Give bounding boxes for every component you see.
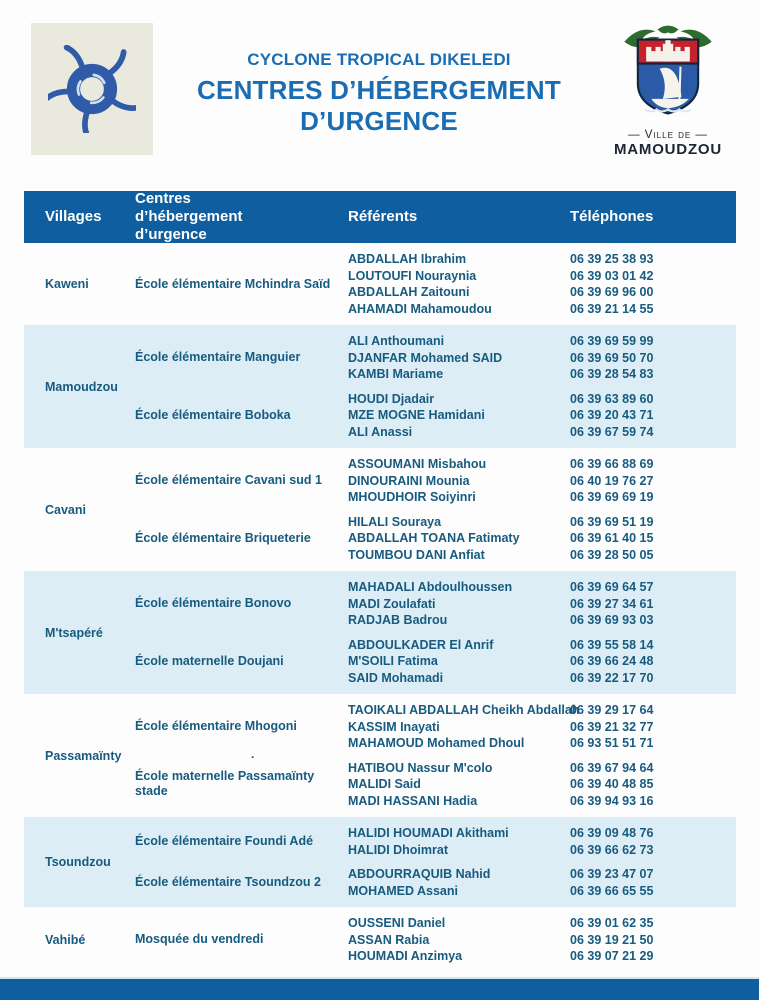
shelter-name: École élémentaire Mchindra Saïd — [135, 276, 331, 291]
shelter-groups — [135, 448, 736, 571]
column-header: Référents — [348, 208, 418, 225]
shelter-name: École élémentaire Tsoundzou 2 — [135, 875, 321, 889]
referent-name: KASSIM Inayati — [348, 719, 440, 734]
referent-name: MHOUDHOIR Soiyinri — [348, 490, 476, 504]
referent-name: ABDOURRAQUIB Nahid — [348, 867, 491, 881]
referent-name: ASSOUMANI Misbahou — [348, 457, 487, 471]
shelter-name: École élémentaire Bonovo — [135, 596, 292, 611]
referent-name: MADI Zoulafati — [348, 596, 436, 611]
phones-cell — [570, 251, 736, 317]
page-header — [0, 0, 759, 160]
referent-name: DINOURAINI Mounia — [348, 473, 470, 488]
phone-number: 06 39 66 65 55 — [570, 883, 654, 898]
column-header: Villages — [45, 208, 102, 225]
referents-cell — [348, 456, 570, 506]
shelter-name: École élémentaire Briqueterie — [135, 530, 311, 545]
shelter-groups — [135, 907, 736, 973]
village-section — [24, 694, 736, 817]
village-section — [24, 325, 736, 448]
phone-number: 06 39 22 17 70 — [570, 670, 654, 685]
shelter-name: École élémentaire Mhogoni — [135, 719, 297, 734]
referent-name: MALIDI Said — [348, 777, 421, 791]
phones-cell — [570, 391, 736, 441]
referents-cell — [348, 637, 570, 687]
referent-name: ASSAN Rabia — [348, 932, 430, 947]
phone-number: 06 39 67 59 74 — [570, 424, 654, 439]
phone-number: 06 39 09 48 76 — [570, 826, 654, 840]
table-header-row — [24, 191, 736, 243]
shelter-groups — [135, 817, 736, 907]
main-title-line1: CENTRES D’HÉBERGEMENT — [197, 75, 561, 105]
phone-number: 06 39 25 38 93 — [570, 252, 654, 266]
referent-name: HILALI Souraya — [348, 514, 442, 529]
referents-cell — [348, 391, 570, 441]
referent-name: HOUDI Djadair — [348, 391, 435, 406]
shelter-row — [135, 247, 736, 321]
column-header: Centres d’hébergement d’urgence — [135, 190, 243, 243]
column-header: Téléphones — [570, 208, 654, 225]
referent-name: ABDALLAH Zaitouni — [348, 285, 470, 299]
referents-cell — [348, 866, 570, 899]
village-name: Tsoundzou — [45, 855, 111, 869]
referent-name: HATIBOU Nassur M'colo — [348, 760, 493, 775]
phone-number: 06 39 28 54 83 — [570, 367, 654, 381]
referents-cell — [348, 251, 570, 317]
referent-name: LOUTOUFI Nouraynia — [348, 268, 477, 283]
referent-name: ABDOULKADER El Anrif — [348, 637, 494, 652]
referent-name: HOUMADI Anzimya — [348, 949, 463, 963]
shelter-name: École élémentaire Cavani sud 1 — [135, 473, 322, 488]
village-section — [24, 571, 736, 694]
phone-number: 06 39 21 14 55 — [570, 301, 654, 316]
phones-cell — [570, 825, 736, 858]
cyclone-logo — [31, 23, 153, 155]
phone-number: 06 39 28 50 05 — [570, 547, 654, 562]
shelter-groups — [135, 694, 736, 817]
phone-number: 06 39 03 01 42 — [570, 268, 654, 283]
phone-number: 06 39 21 32 77 — [570, 719, 654, 734]
referent-name: HALIDI HOUMADI Akithami — [348, 826, 509, 840]
phone-number: 06 39 63 89 60 — [570, 391, 654, 406]
phone-number: 06 39 20 43 71 — [570, 408, 654, 422]
phones-cell — [570, 866, 736, 899]
shelter-row — [135, 821, 736, 862]
title-block — [153, 23, 605, 136]
cyclone-name-title: CYCLONE TROPICAL DIKELEDI — [247, 50, 511, 69]
referents-cell — [348, 915, 570, 965]
phone-number: 06 39 23 47 07 — [570, 867, 654, 881]
shelter-groups — [135, 243, 736, 325]
referent-name: MAHAMOUD Mohamed Dhoul — [348, 736, 525, 750]
shelter-row — [135, 510, 736, 568]
referent-name: OUSSENI Daniel — [348, 916, 446, 930]
shelter-row — [135, 911, 736, 969]
shelter-name: Mosquée du vendredi — [135, 932, 264, 947]
cyclone-icon — [48, 45, 136, 133]
phone-number: 06 40 19 76 27 — [570, 473, 654, 488]
phone-number: 06 39 66 88 69 — [570, 457, 654, 471]
referent-name: TOUMBOU DANI Anfiat — [348, 547, 485, 562]
referent-name: M'SOILI Fatima — [348, 654, 438, 668]
referent-name: SAID Mohamadi — [348, 670, 444, 685]
village-name: M'tsapéré — [45, 625, 103, 640]
village-name: Mamoudzou — [45, 379, 118, 394]
mamoudzou-coat-of-arms-icon — [616, 23, 720, 127]
village-name: Passamaïnty — [45, 748, 122, 763]
shelter-row — [135, 633, 736, 691]
phone-number: 06 39 67 94 64 — [570, 760, 654, 775]
phone-number: 06 39 07 21 29 — [570, 949, 654, 963]
referent-name: ABDALLAH Ibrahim — [348, 252, 467, 266]
referent-name: TAOIKALI ABDALLAH Cheikh Abdallah — [348, 703, 580, 717]
shelter-row — [135, 575, 736, 633]
shelter-name: École maternelle Passamaïnty stade — [135, 769, 315, 799]
phones-cell — [570, 514, 736, 564]
village-name: Kaweni — [45, 277, 89, 291]
referents-cell — [348, 579, 570, 629]
shelter-row — [135, 756, 736, 814]
phone-number: 06 39 66 24 48 — [570, 654, 654, 668]
referents-cell — [348, 760, 570, 810]
referent-name: ABDALLAH TOANA Fatimaty — [348, 531, 520, 545]
phone-number: 06 39 55 58 14 — [570, 637, 654, 652]
referents-cell — [348, 825, 570, 858]
phone-number: 06 93 51 51 71 — [570, 736, 654, 750]
referents-cell — [348, 514, 570, 564]
phones-cell — [570, 637, 736, 687]
referent-name: MZE MOGNE Hamidani — [348, 408, 485, 422]
referent-name: MOHAMED Assani — [348, 883, 458, 898]
phones-cell — [570, 333, 736, 383]
phone-number: 06 39 66 62 73 — [570, 842, 654, 857]
table-body — [24, 243, 736, 973]
phone-number: 06 39 61 40 15 — [570, 531, 654, 545]
phones-cell — [570, 915, 736, 965]
referent-name: AHAMADI Mahamoudou — [348, 301, 492, 316]
shelter-groups — [135, 571, 736, 694]
phone-number: 06 39 40 48 85 — [570, 777, 654, 791]
referent-name: MADI HASSANI Hadia — [348, 793, 478, 808]
phone-number: 06 39 69 51 19 — [570, 514, 654, 529]
shelter-groups — [135, 325, 736, 448]
village-name: Cavani — [45, 502, 86, 517]
main-title-line2: D’URGENCE — [300, 105, 458, 136]
shelter-row — [135, 387, 736, 445]
referents-cell — [348, 702, 580, 752]
phones-cell — [570, 702, 736, 752]
village-section — [24, 448, 736, 571]
shelter-row — [135, 329, 736, 387]
shelter-row — [135, 862, 736, 903]
stray-mark: . — [251, 746, 255, 761]
phone-number: 06 39 01 62 35 — [570, 916, 654, 930]
shelter-name: École élémentaire Boboka — [135, 407, 291, 422]
crest-caption: — Ville de — — [628, 129, 708, 141]
phone-number: 06 39 69 93 03 — [570, 613, 654, 627]
shelter-name: École élémentaire Manguier — [135, 350, 301, 365]
phones-cell — [570, 760, 736, 810]
village-section — [24, 907, 736, 973]
referent-name: RADJAB Badrou — [348, 613, 448, 627]
referent-name: HALIDI Dhoimrat — [348, 842, 448, 857]
phone-number: 06 39 69 96 00 — [570, 285, 654, 299]
phone-number: 06 39 69 50 70 — [570, 350, 654, 365]
village-section — [24, 243, 736, 325]
referent-name: MAHADALI Abdoulhoussen — [348, 580, 513, 594]
phone-number: 06 39 69 69 19 — [570, 490, 654, 504]
crest-city-name: MAMOUDZOU — [613, 141, 723, 158]
referent-name: KAMBI Mariame — [348, 367, 444, 381]
footer-bar — [0, 977, 759, 1000]
phones-cell — [570, 579, 736, 629]
shelter-row — [135, 452, 736, 510]
city-crest — [605, 23, 731, 158]
referent-name: ALI Anthoumani — [348, 334, 445, 348]
phones-cell — [570, 456, 736, 506]
phone-number: 06 39 29 17 64 — [570, 703, 654, 717]
village-section — [24, 817, 736, 907]
shelter-name: École élémentaire Foundi Adé — [135, 834, 314, 848]
shelter-name: École maternelle Doujani — [135, 653, 284, 668]
referent-name: DJANFAR Mohamed SAID — [348, 350, 503, 365]
phone-number: 06 39 27 34 61 — [570, 596, 654, 611]
phone-number: 06 39 69 59 99 — [570, 334, 654, 348]
village-name: Vahibé — [45, 932, 86, 947]
phone-number: 06 39 19 21 50 — [570, 932, 654, 947]
phone-number: 06 39 69 64 57 — [570, 580, 654, 594]
referents-cell — [348, 333, 570, 383]
shelter-row — [135, 698, 736, 756]
phone-number: 06 39 94 93 16 — [570, 793, 654, 808]
referent-name: ALI Anassi — [348, 424, 413, 439]
